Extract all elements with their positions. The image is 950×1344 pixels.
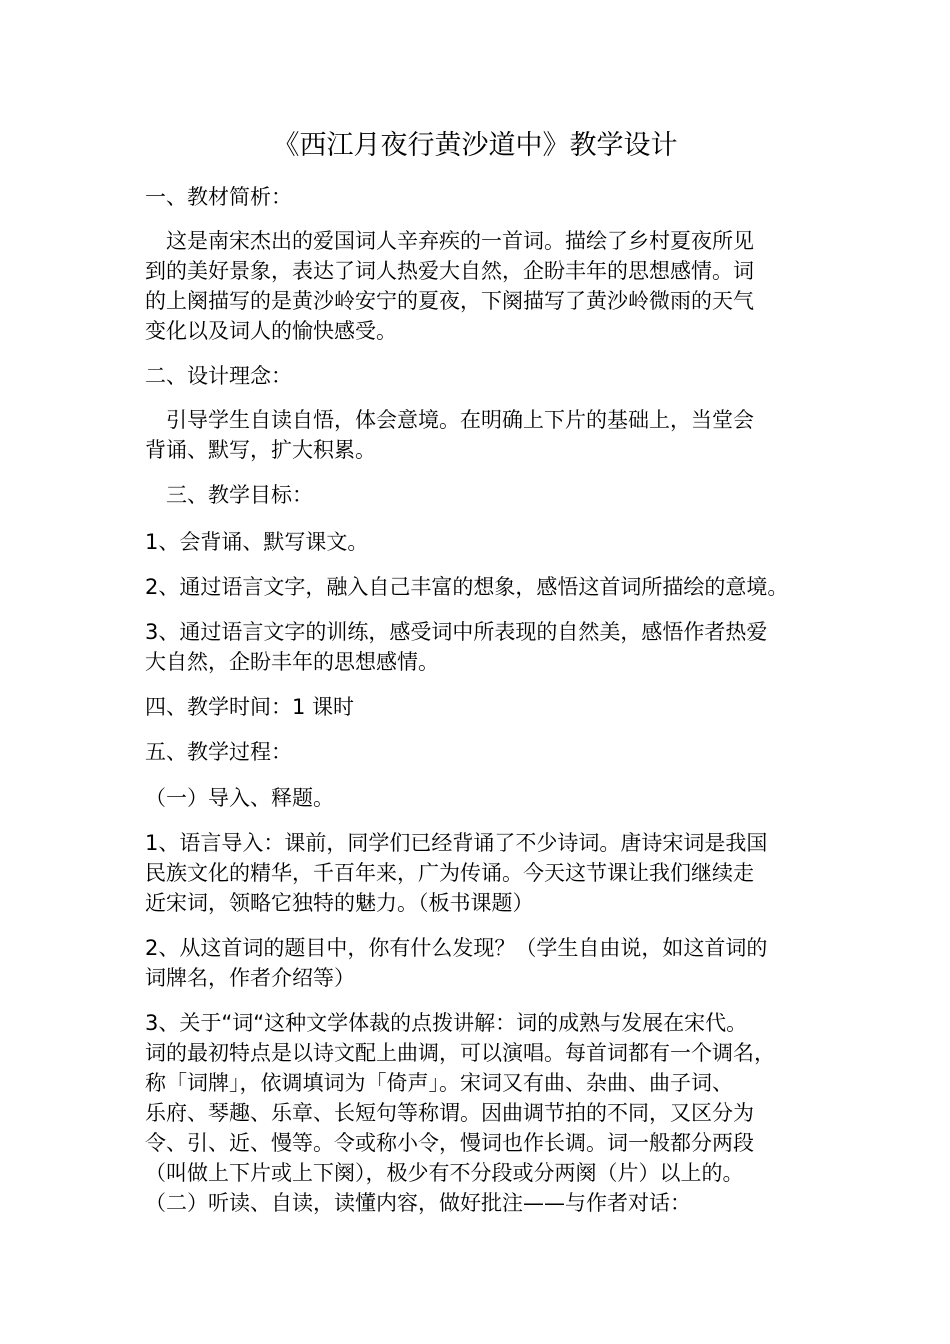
process-step-3 <box>145 1008 825 1218</box>
section-heading-teaching-time: 四、教学时间：1 课时 <box>145 695 355 719</box>
paragraph-textbook-analysis <box>145 226 825 346</box>
process-step-1 <box>145 828 825 918</box>
text-line: 3、关于“词“这种文学体裁的点拨讲解：词的成熟与发展在宋代。 <box>145 1011 748 1035</box>
text-line: 背诵、默写，扩大积累。 <box>145 438 376 462</box>
text-line: 3、通过语言文字的训练，感受词中所表现的自然美，感悟作者热爱 <box>145 620 768 644</box>
goal-item-1: 1、会背诵、默写课文。 <box>145 530 369 554</box>
paragraph-design-concept <box>145 405 825 465</box>
section-heading-design-concept: 二、设计理念： <box>145 364 292 388</box>
text-line: 近宋词，领略它独特的魅力。（板书课题） <box>145 891 534 915</box>
text-line: 令、引、近、慢等。令或称小令，慢词也作长调。词一般都分两段 <box>145 1131 754 1155</box>
text-line: 这是南宋杰出的爱国词人辛弃疾的一首词。描绘了乡村夏夜所见 <box>145 229 754 253</box>
process-step-2 <box>145 933 825 993</box>
section-heading-teaching-process: 五、教学过程： <box>145 740 292 764</box>
text-line: 1、语言导入：课前，同学们已经背诵了不少诗词。唐诗宋词是我国 <box>145 831 768 855</box>
section-heading-teaching-goals: 三、教学目标： <box>145 483 313 507</box>
text-line: 大自然，企盼丰年的思想感情。 <box>145 650 439 674</box>
text-line: （二）听读、自读，读懂内容，做好批注——与作者对话： <box>145 1191 691 1215</box>
text-line: 乐府、琴趣、乐章、长短句等称谓。因曲调节拍的不同，又区分为 <box>145 1101 754 1125</box>
text-line: 到的美好景象，表达了词人热爱大自然，企盼丰年的思想感情。词 <box>145 259 754 283</box>
text-line: 的上阕描写的是黄沙岭安宁的夏夜，下阕描写了黄沙岭微雨的天气 <box>145 289 754 313</box>
goal-item-2: 2、通过语言文字，融入自己丰富的想象，感悟这首词所描绘的意境。 <box>145 575 789 599</box>
text-line: 民族文化的精华，千百年来，广为传诵。今天这节课让我们继续走 <box>145 861 754 885</box>
text-line: 引导学生自读自悟，体会意境。在明确上下片的基础上，当堂会 <box>145 408 754 432</box>
document-title: 《西江月夜行黄沙道中》教学设计 <box>272 130 678 161</box>
process-part-1-heading: （一）导入、释题。 <box>145 786 334 810</box>
text-line: 词牌名，作者介绍等） <box>145 966 355 990</box>
text-line: 词的最初特点是以诗文配上曲调，可以演唱。每首词都有一个调名， <box>145 1041 775 1065</box>
section-heading-textbook-analysis: 一、教材简析： <box>145 185 292 209</box>
goal-item-3 <box>145 617 825 677</box>
text-line: 变化以及词人的愉快感受。 <box>145 319 397 343</box>
text-line: 2、从这首词的题目中，你有什么发现？（学生自由说，如这首词的 <box>145 936 768 960</box>
text-line: （叫做上下片或上下阕），极少有不分段或分两阕（片）以上的。 <box>145 1161 744 1185</box>
text-line: 称「词牌」，依调填词为「倚声」。宋词又有曲、杂曲、曲子词、 <box>145 1071 733 1095</box>
